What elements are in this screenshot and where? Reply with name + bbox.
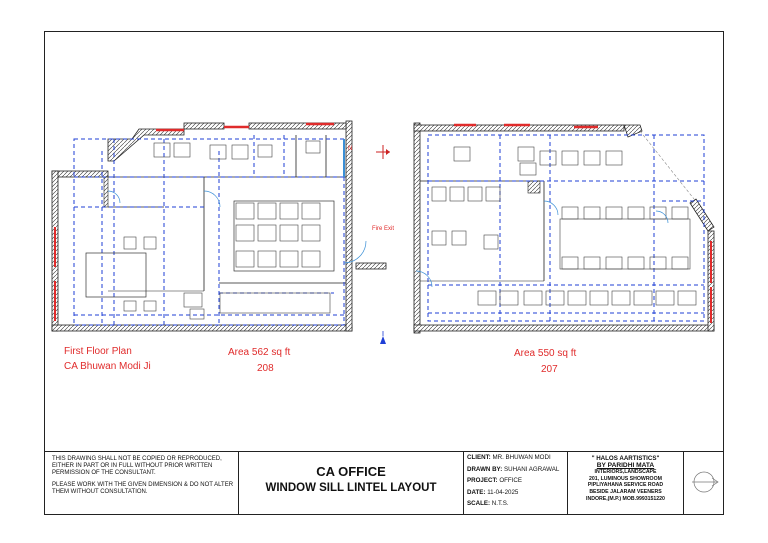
scale-row: SCALE: N.T.S. xyxy=(467,500,509,508)
drawn-by-row: DRAWN BY: SUHANI AGRAWAL xyxy=(467,465,560,473)
project-info-cell xyxy=(464,452,568,515)
north-symbol-icon xyxy=(684,452,724,515)
north-label: N xyxy=(348,146,353,152)
unit-208-number-label: 208 xyxy=(257,363,274,374)
north-arrow-icon xyxy=(376,145,390,159)
project-row: PROJECT: OFFICE xyxy=(467,477,523,485)
firm-line-3: PIPLIYAHANA SERVICE ROAD xyxy=(587,482,664,489)
drawing-title: WINDOW SILL LINTEL LAYOUT xyxy=(265,482,437,494)
unit-207 xyxy=(414,123,714,333)
floor-plan-drawing xyxy=(44,31,724,451)
firm-name: " HALOS AARTISTICS" xyxy=(591,455,660,462)
firm-by: BY PARIDHI MATA xyxy=(596,461,655,469)
firm-line-2: 201, LUMINOUS SHOWROOM xyxy=(589,475,662,482)
fire-exit-label: Fire Exit xyxy=(372,226,395,232)
first-floor-plan-label: First Floor Plan xyxy=(64,346,132,357)
unit-207-number-label: 207 xyxy=(541,364,558,375)
unit-208 xyxy=(52,121,386,331)
unit-208-area-label: Area 562 sq ft xyxy=(228,347,291,358)
firm-cell xyxy=(568,452,684,515)
north-symbol-cell xyxy=(684,452,724,515)
date-row: DATE: 11-04-2025 xyxy=(467,488,519,496)
client-name-label: CA Bhuwan Modi Ji xyxy=(64,361,151,372)
unit-207-area-label: Area 550 sq ft xyxy=(514,348,577,359)
client-row: CLIENT: MR. BHUWAN MODI xyxy=(467,454,551,461)
disclaimer-copyright: THIS DRAWING SHALL NOT BE COPIED OR REPRODUCED, EITHER IN PART OR IN FULL WITHOUT PRIOR WRITTEN PERMISSION OF THE CONSULTANT. xyxy=(52,456,222,476)
firm-line-1: INTERIORS,LANDSCAPE xyxy=(594,469,657,476)
disclaimer-dimensions: PLEASE WORK WITH THE GIVEN DIMENSION & DO NOT ALTER THEM WITHOUT CONSULTATION. xyxy=(52,482,234,495)
project-title: CA OFFICE xyxy=(316,464,386,479)
title-cell xyxy=(239,452,464,515)
entrance-marker-icon xyxy=(380,331,386,344)
firm-line-5: INDORE,(M.P.) MOB.9993151220 xyxy=(586,495,665,502)
title-block xyxy=(44,451,724,515)
disclaimer-cell xyxy=(44,452,239,515)
firm-line-4: BESIDE JALARAM VEENERS xyxy=(589,488,662,495)
